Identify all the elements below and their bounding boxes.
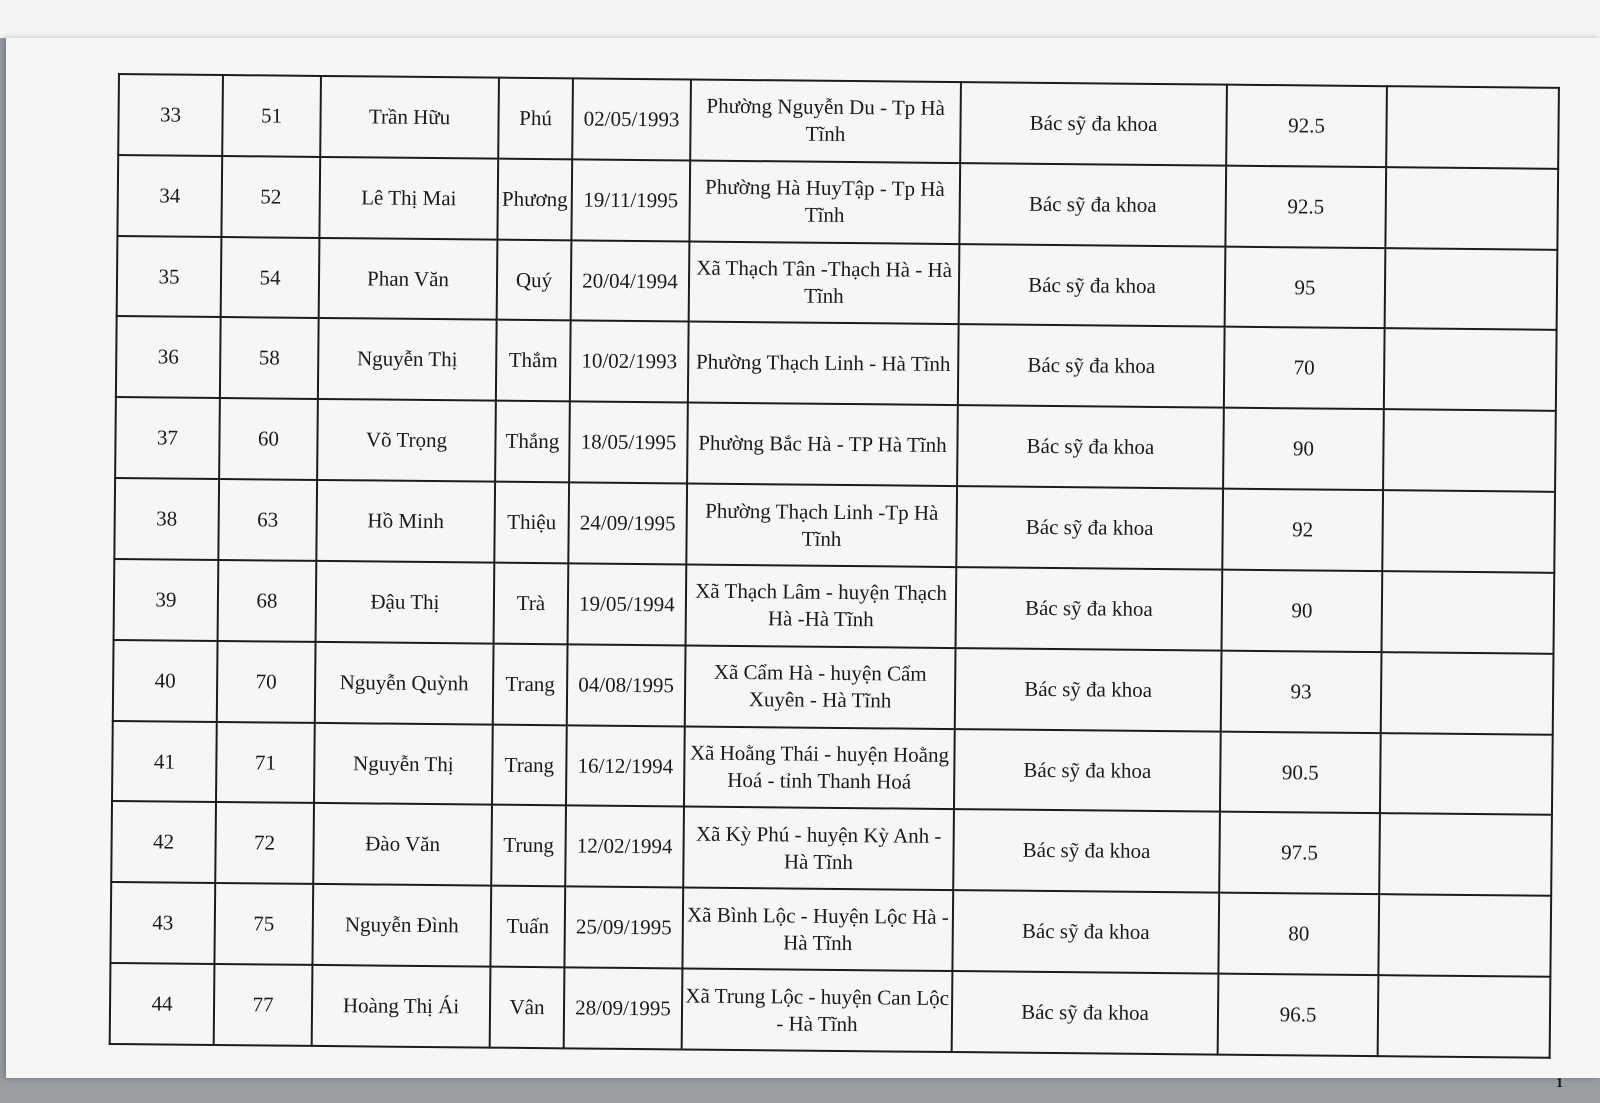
cell-ten: Quý [497,239,572,321]
table-row [114,478,1555,573]
table-row [115,397,1556,492]
cell-sbd: 75 [214,883,313,965]
cell-ngay-sinh: 24/09/1995 [568,482,687,564]
cell-sbd: 52 [221,156,320,238]
cell-stt: 36 [116,316,221,398]
cell-diem: 95 [1225,246,1386,328]
page-number: 1 [1556,1076,1563,1091]
cell-nganh: Bác sỹ đa khoa [952,971,1219,1054]
cell-ho-dem: Nguyễn Thị [314,723,493,806]
cell-ho-dem: Nguyễn Quỳnh [315,642,494,725]
table-row [117,236,1558,331]
cell-diem: 80 [1218,893,1379,975]
cell-ho-dem: Nguyễn Đình [312,884,491,967]
cell-diem: 96.5 [1218,974,1379,1056]
cell-ho-dem: Nguyễn Thị [318,318,497,401]
cell-nganh: Bác sỹ đa khoa [956,567,1223,650]
cell-diem: 92.5 [1226,85,1387,167]
cell-diem: 70 [1224,327,1385,409]
cell-ho-dem: Võ Trọng [317,399,496,482]
cell-ngay-sinh: 19/05/1994 [568,563,687,645]
cell-ghi-chu [1383,409,1556,491]
table-row [111,801,1552,896]
cell-stt: 33 [118,74,223,156]
cell-sbd: 51 [222,75,321,157]
cell-ghi-chu [1379,814,1552,896]
cell-ghi-chu [1386,86,1559,168]
cell-ghi-chu [1385,248,1558,330]
cell-ten: Tuấn [490,886,565,968]
table-row [110,963,1551,1058]
cell-stt: 37 [115,397,220,479]
cell-sbd: 68 [218,560,317,642]
cell-ngay-sinh: 19/11/1995 [571,159,690,241]
candidate-table [109,73,1560,1059]
cell-ghi-chu [1380,733,1553,815]
cell-ten: Thiệu [494,482,569,564]
cell-ghi-chu [1382,571,1555,653]
cell-nganh: Bác sỹ đa khoa [952,890,1219,973]
cell-ten: Trà [494,563,569,645]
cell-nganh: Bác sỹ đa khoa [956,486,1223,569]
cell-ten: Phương [497,158,572,240]
cell-que-quan: Xã Thạch Tân -Thạch Hà - Hà Tĩnh [689,241,960,324]
cell-ngay-sinh: 02/05/1993 [572,78,691,160]
cell-que-quan: Phường Nguyễn Du - Tp Hà Tĩnh [690,80,961,163]
table-row [116,316,1557,411]
cell-ngay-sinh: 10/02/1993 [570,321,689,403]
table-row [112,721,1553,816]
cell-ten: Trang [493,643,568,725]
cell-ngay-sinh: 25/09/1995 [564,887,683,969]
cell-ngay-sinh: 18/05/1995 [569,402,688,484]
cell-ten: Phú [498,78,573,160]
cell-que-quan: Xã Kỳ Phú - huyện Kỳ Anh - Hà Tĩnh [683,807,954,890]
cell-stt: 42 [111,801,216,883]
cell-que-quan: Xã Trung Lộc - huyện Can Lộc - Hà Tĩnh [682,969,953,1052]
cell-que-quan: Phường Thạch Linh -Tp Hà Tĩnh [686,484,957,567]
cell-stt: 43 [110,882,215,964]
cell-sbd: 70 [217,641,316,723]
cell-ngay-sinh: 04/08/1995 [567,644,686,726]
cell-nganh: Bác sỹ đa khoa [959,244,1226,327]
cell-ghi-chu [1378,894,1551,976]
table-row [110,882,1551,977]
cell-diem: 92.5 [1225,165,1386,247]
cell-diem: 90 [1223,408,1384,490]
table-row [114,559,1555,654]
cell-diem: 90.5 [1220,731,1381,813]
cell-ghi-chu [1385,167,1558,249]
cell-diem: 97.5 [1219,812,1380,894]
cell-stt: 35 [117,236,222,318]
cell-ten: Trung [491,805,566,887]
cell-stt: 40 [113,640,218,722]
cell-sbd: 71 [216,722,315,804]
cell-nganh: Bác sỹ đa khoa [953,810,1220,893]
cell-sbd: 60 [219,398,318,480]
cell-ten: Vân [490,967,565,1049]
cell-ho-dem: Phan Văn [319,238,498,321]
cell-nganh: Bác sỹ đa khoa [955,648,1222,731]
cell-ngay-sinh: 12/02/1994 [565,806,684,888]
table-row [117,155,1558,250]
table-row [118,74,1559,169]
cell-nganh: Bác sỹ đa khoa [957,405,1224,488]
cell-sbd: 72 [215,802,314,884]
cell-que-quan: Phường Hà HuyTập - Tp Hà Tĩnh [689,160,960,243]
cell-ngay-sinh: 16/12/1994 [566,725,685,807]
cell-que-quan: Phường Thạch Linh - Hà Tĩnh [688,322,959,405]
cell-ho-dem: Hồ Minh [316,480,495,563]
cell-sbd: 58 [220,317,319,399]
cell-que-quan: Xã Thạch Lâm - huyện Thạch Hà -Hà Tĩnh [686,564,957,647]
cell-que-quan: Xã Bình Lộc - Huyện Lộc Hà - Hà Tĩnh [682,888,953,971]
cell-ho-dem: Trần Hữu [320,76,499,159]
table-body [110,74,1559,1058]
cell-diem: 90 [1222,570,1383,652]
cell-diem: 93 [1221,650,1382,732]
cell-que-quan: Xã Hoằng Thái - huyện Hoằng Hoá - tỉnh Thanh Hoá [684,726,955,809]
cell-nganh: Bác sỹ đa khoa [954,729,1221,812]
cell-ten: Thắm [496,320,571,402]
cell-que-quan: Xã Cẩm Hà - huyện Cẩm Xuyên - Hà Tĩnh [685,645,956,728]
cell-stt: 39 [114,559,219,641]
table-row [113,640,1554,735]
cell-ten: Trang [492,724,567,806]
scan-top-strip [0,0,1600,38]
cell-stt: 34 [117,155,222,237]
cell-ho-dem: Hoàng Thị Ái [312,965,491,1048]
cell-ghi-chu [1382,490,1555,572]
cell-ngay-sinh: 20/04/1994 [571,240,690,322]
cell-stt: 41 [112,721,217,803]
cell-ho-dem: Đào Văn [313,803,492,886]
cell-ghi-chu [1384,329,1557,411]
candidate-table-wrapper [109,73,1558,1059]
cell-sbd: 77 [214,964,313,1046]
cell-diem: 92 [1222,489,1383,571]
cell-stt: 44 [110,963,215,1045]
cell-ngay-sinh: 28/09/1995 [564,967,683,1049]
cell-ho-dem: Đậu Thị [316,561,495,644]
cell-ghi-chu [1378,975,1551,1058]
cell-nganh: Bác sỹ đa khoa [960,82,1227,165]
cell-ghi-chu [1381,652,1554,734]
cell-que-quan: Phường Bắc Hà - TP Hà Tĩnh [687,403,958,486]
cell-ho-dem: Lê Thị Mai [319,157,498,240]
cell-sbd: 63 [218,479,317,561]
cell-ten: Thắng [495,401,570,483]
cell-stt: 38 [114,478,219,560]
cell-nganh: Bác sỹ đa khoa [959,163,1226,246]
cell-nganh: Bác sỹ đa khoa [958,325,1225,408]
cell-sbd: 54 [221,237,320,319]
